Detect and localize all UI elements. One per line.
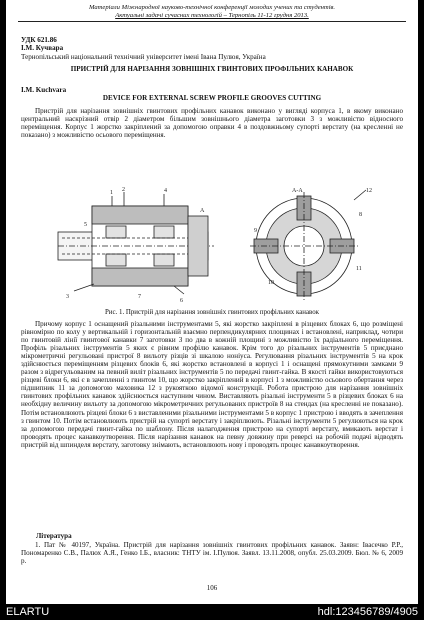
footer-repository-name: ELARTU bbox=[6, 606, 50, 618]
author-en: I.M. Kuchvara bbox=[21, 86, 67, 94]
header-rule bbox=[18, 21, 406, 22]
page-number: 106 bbox=[206, 584, 218, 592]
label-12: 12 bbox=[366, 188, 372, 194]
label-8: 8 bbox=[359, 212, 362, 218]
longitudinal-section-view bbox=[58, 192, 214, 294]
footer-handle: hdl:123456789/4905 bbox=[317, 606, 418, 618]
paragraph-main: Причому корпус 1 оснащений різальними інструментами 5, які жорстко закріплені в різцевих блоках 6, що розміщені рівномірно по колу у вертикальній і горизонтальній взаємно перпендикулярних площинах і встановлені, наприклад, чотири по гвинтовій лінії гвинтової канавки 7 заготовки 3 по два в кожній площині з можливістю їх радіального переміщення. Профіль різальних інструментів 5 яких є рівним профілю канавок. Крім того до різальних інструментів 5 приєднано мікрометричні регульовані пристрої 8 вильоту різців зі шкалою ноніуса. Регулювання різальних інструментів 5 на крок здійснюється переміщенням різцевих блоків 6, які жорстко встановлені в корпусі 1 і оснащені прямокутними замками 9 разом з відрегульованим на певний виліт різальних інструментів 5 по передачі гвинт-гайка. В якості гайки використовуються різцеві блоки 6, які є в зачепленні з гвинтом 10, що жорстко закріплений в корпусі 1 з можливістю осьового обертання через підшипник 11 за допомогою маховика 12 з рукояткою відомої конструкції. Робота пристрою для нарізання зовнішніх гвинтових профільних канавок здійснюється наступним чином. Виставляють різальні інструменти 5 в різцевих блоках 6 на необхідну величину вильоту за допомогою мікрометричних регульованих пристроїв 8 на стендах (на кресленні не показано). Потім встановлюють різцеві блоки 6 з виставленими різальними інструментами 5 в корпус 1 пристрою і вводять в зачеплення з гвинтом 10. Потім встановлюють пристрій на супорті верстату і закріплюють. Різальні інструменти 5 регулюються на крок за допомогою передачі гвинт-гайка по шаблону. Після налагодження пристрою на супорті верстату, вмикають верстат і проводять процес канавкоутворення. Після нарізання канавок на певну довжину при реверсі на робочій подачі відводять пристрій від шпинделя верстату, заготовку знімають, встановлюють нову і проводять процес канавкоутворення. bbox=[21, 320, 403, 449]
paragraph-intro: Пристрій для нарізання зовнішніх гвинтових профільних канавок виконано у вигляді корпуса 1, в якому виконано центральний наскрізний отвір 2 діаметром більшим зовнішнього діаметра заготовки 3 з можливістю відносного переміщення. Корпус 1 жорстко закріплений за допомогою оправки 4 в поздовжньому супорті верстату (на кресленні не показано) з можливістю осьового переміщення. bbox=[21, 107, 403, 140]
document-page bbox=[6, 0, 418, 604]
label-4: 4 bbox=[164, 188, 167, 194]
title-ua: ПРИСТРІЙ ДЛЯ НАРІЗАННЯ ЗОВНІШНІХ ГВИНТОВИХ ПРОФІЛЬНИХ КАНАВОК bbox=[70, 65, 354, 73]
label-6: 6 bbox=[180, 298, 183, 304]
conference-header-line2: Актуальні задачі сучасних технологій – Тернопіль 11-12 грудня 2013. bbox=[115, 12, 309, 19]
title-en: DEVICE FOR EXTERNAL SCREW PROFILE GROOVES CUTTING bbox=[102, 94, 322, 102]
author-ua: І.М. Кучвара bbox=[21, 44, 64, 52]
label-11: 11 bbox=[356, 266, 362, 272]
affiliation: Тернопільський національний технічний університет імені Івана Пулюя, Україна bbox=[21, 53, 266, 61]
label-2: 2 bbox=[122, 187, 125, 193]
reference-1: 1. Пат № 40197, Україна. Пристрій для нарізання зовнішніх гвинтових профільних канавок. Заявн: Івасечко Р.Р., Пономаренко С.В., Палюх А.Я., Генко І.Б., власник: ТНТУ ім. І.Пулюя. Заявл. 13.11.2008, опубл. 25.03.2009. Бюл. № 6, 2009 р. bbox=[21, 541, 403, 566]
references-heading: Література bbox=[36, 532, 72, 540]
repository-footer bbox=[0, 604, 424, 620]
label-1: 1 bbox=[110, 190, 113, 196]
label-3: 3 bbox=[66, 294, 69, 300]
label-view-a: А bbox=[200, 208, 205, 214]
label-10: 10 bbox=[268, 280, 274, 286]
udc-code: УДК 621.86 bbox=[21, 36, 57, 44]
device-drawing bbox=[54, 186, 374, 304]
label-7: 7 bbox=[138, 294, 141, 300]
conference-header-line1: Матеріали Міжнародної науково-технічної конференції молодих учених та студентів. bbox=[88, 4, 336, 11]
figure-caption: Рис. 1. Пристрій для нарізання зовнішніх гвинтових профільних канавок bbox=[104, 309, 320, 316]
label-9: 9 bbox=[254, 228, 257, 234]
label-section-aa: А-А bbox=[292, 188, 303, 194]
label-5: 5 bbox=[84, 222, 87, 228]
